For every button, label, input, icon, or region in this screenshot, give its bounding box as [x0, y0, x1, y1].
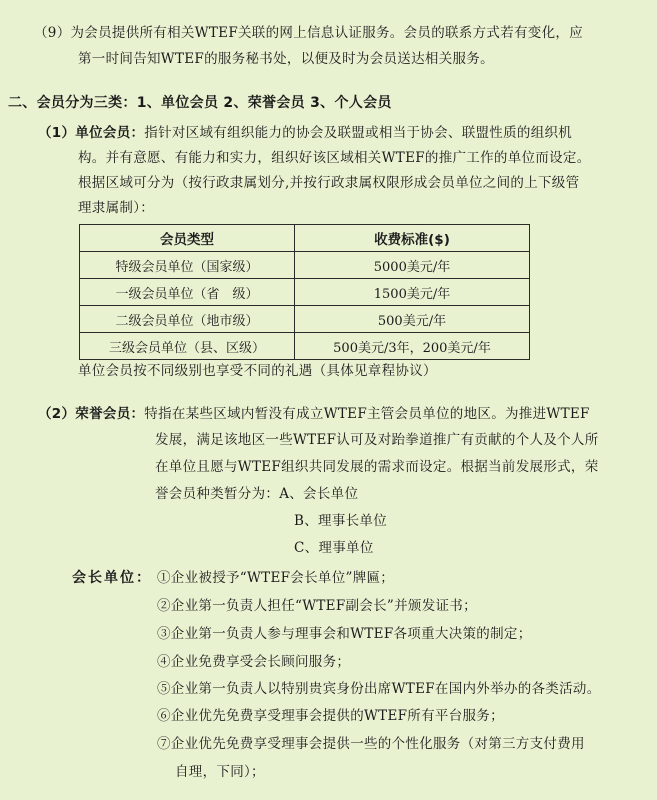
president-unit-item-7-continued: 自理，下同）；: [175, 764, 265, 780]
president-unit-item-2: ②企业第一负责人担任“WTEF副会长”并颁发证书；: [157, 598, 477, 614]
member-type-cell: 三级会员单位（县、区级）: [80, 333, 295, 360]
honor-member-number: （2）: [38, 406, 76, 422]
president-unit-item-5: ⑤企业第一负责人以特别贵宾身份出席WTEF在国内外举办的各类活动。: [157, 681, 601, 697]
member-type-cell: 特级会员单位（国家级）: [80, 252, 295, 279]
fee-cell: 500美元/3年，200美元/年: [295, 333, 530, 360]
fee-cell: 500美元/年: [295, 306, 530, 333]
president-unit-label: 会长单位：: [72, 570, 152, 586]
unit-member-line-4: 理隶属制）：: [78, 200, 155, 216]
unit-member-number: （1）: [38, 125, 76, 141]
honor-member-desc: 特指在某些区域内暂没有成立WTEF主管会员单位的地区。为推进WTEF: [144, 406, 590, 422]
table-row: [80, 279, 530, 306]
honor-member-line-3: 在单位且愿与WTEF组织共同发展的需求而设定。根据当前发展形式，荣: [155, 459, 599, 475]
unit-member-desc: 指针对区域有组织能力的协会及联盟或相当于协会、联盟性质的组织机: [144, 125, 573, 141]
unit-member-line-1: [38, 123, 572, 143]
fee-cell: 5000美元/年: [295, 252, 530, 279]
honor-member-line-1: [38, 404, 590, 424]
fee-table: [79, 224, 530, 360]
president-unit-item-3: ③企业第一负责人参与理事会和WTEF各项重大决策的制定；: [157, 626, 532, 642]
unit-member-line-3: 根据区域可分为（按行政隶属划分,并按行政隶属权限形成会员单位之间的上下级管: [78, 175, 580, 191]
president-unit-item-6: ⑥企业优先免费享受理事会提供的WTEF所有平台服务；: [157, 708, 504, 724]
president-unit-item-4: ④企业免费享受会长顾问服务；: [157, 654, 351, 670]
unit-member-note: 单位会员按不同级别也享受不同的礼遇（具体见章程协议）: [78, 363, 437, 379]
president-unit-item-7: ⑦企业优先免费享受理事会提供一些的个性化服务（对第三方支付费用: [157, 736, 585, 752]
honor-option-c: C、理事单位: [294, 540, 374, 556]
table-row: [80, 306, 530, 333]
intro-line-1: （9）为会员提供所有相关WTEF关联的网上信息认证服务。会员的联系方式若有变化，应: [34, 25, 583, 41]
honor-member-line-2: 发展，满足该地区一些WTEF认可及对跆拳道推广有贡献的个人及个人所: [155, 432, 599, 448]
honor-option-b: B、理事长单位: [294, 513, 388, 529]
table-row: [80, 333, 530, 360]
table-row: [80, 252, 530, 279]
member-type-cell: 一级会员单位（省 级）: [80, 279, 295, 306]
fee-table-header-type: 会员类型: [80, 225, 295, 252]
intro-line-2: 第一时间告知WTEF的服务秘书处，以便及时为会员送达相关服务。: [78, 51, 494, 67]
president-unit-item-1: ①企业被授予“WTEF会长单位”牌匾；: [157, 570, 395, 586]
fee-cell: 1500美元/年: [295, 279, 530, 306]
fee-table-header-row: [80, 225, 530, 252]
honor-member-line-4: 誉会员种类暂分为：A、会长单位: [155, 486, 359, 502]
unit-member-title: 单位会员：: [75, 125, 145, 141]
section-heading: 二、会员分为三类：1、单位会员 2、荣誉会员 3、个人会员: [8, 95, 392, 111]
member-type-cell: 二级会员单位（地市级）: [80, 306, 295, 333]
unit-member-line-2: 构。并有意愿、有能力和实力，组织好该区域相关WTEF的推广工作的单位而设定。: [78, 150, 591, 166]
fee-table-header-fee: 收费标准($): [295, 225, 530, 252]
honor-member-title: 荣誉会员：: [75, 406, 145, 422]
